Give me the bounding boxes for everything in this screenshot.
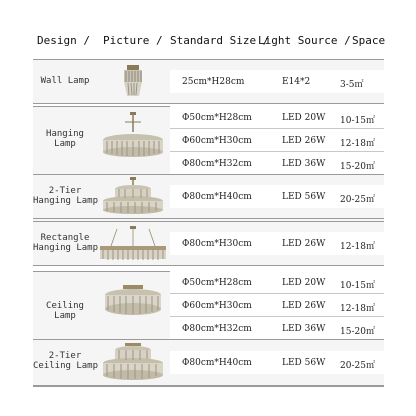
space: 20-25㎡ bbox=[340, 361, 375, 371]
ceiling-lamp-icon bbox=[97, 281, 169, 323]
group-two-tier-ceiling-lamp bbox=[33, 339, 384, 386]
standard-size: Φ80cm*H32cm bbox=[182, 324, 252, 334]
table-row bbox=[170, 294, 384, 317]
space: 12-18㎡ bbox=[340, 304, 375, 314]
design-label: 2-Tier Hanging Lamp bbox=[33, 186, 99, 206]
light-source: LED 56W bbox=[282, 358, 326, 368]
group-rectangle-hanging-lamp bbox=[33, 221, 384, 266]
design-label: Rectangle Hanging Lamp bbox=[33, 233, 99, 253]
space: 15-20㎡ bbox=[340, 162, 375, 172]
table-row bbox=[170, 317, 384, 340]
table-row bbox=[170, 185, 384, 208]
standard-size: Φ80cm*H40cm bbox=[182, 192, 252, 202]
standard-size: Φ80cm*H30cm bbox=[182, 239, 252, 249]
light-source: E14*2 bbox=[282, 77, 311, 87]
table-row bbox=[170, 271, 384, 294]
space: 20-25㎡ bbox=[340, 195, 375, 205]
light-source: LED 36W bbox=[282, 159, 326, 169]
space: 10-15㎡ bbox=[340, 116, 375, 126]
light-source: LED 26W bbox=[282, 239, 326, 249]
light-source: LED 20W bbox=[282, 113, 326, 123]
design-label: Hanging Lamp bbox=[46, 129, 84, 149]
hanging-lamp-icon bbox=[97, 110, 169, 160]
group-two-tier-hanging-lamp bbox=[33, 174, 384, 219]
standard-size: Φ80cm*H40cm bbox=[182, 358, 252, 368]
standard-size: Φ60cm*H30cm bbox=[182, 301, 252, 311]
table-row bbox=[170, 152, 384, 175]
space: 10-15㎡ bbox=[340, 281, 375, 291]
light-source: LED 36W bbox=[282, 324, 326, 334]
space: 3-5㎡ bbox=[340, 80, 364, 90]
light-source: LED 20W bbox=[282, 278, 326, 288]
space: 12-18㎡ bbox=[340, 242, 375, 252]
rectangle-hanging-lamp-icon bbox=[97, 224, 169, 264]
header-standard-size: Standard Size / bbox=[170, 34, 270, 47]
design-label: Ceiling Lamp bbox=[46, 301, 84, 321]
wall-lamp-icon bbox=[97, 63, 169, 99]
header-picture: Picture / bbox=[103, 34, 163, 47]
standard-size: Φ60cm*H30cm bbox=[182, 136, 252, 146]
light-source: LED 56W bbox=[282, 192, 326, 202]
space: 15-20㎡ bbox=[340, 327, 375, 337]
two-tier-ceiling-lamp-icon bbox=[97, 341, 169, 383]
standard-size: Φ50cm*H28cm bbox=[182, 113, 252, 123]
design-label: Wall Lamp bbox=[40, 76, 90, 86]
light-source: LED 26W bbox=[282, 301, 326, 311]
table-row bbox=[170, 106, 384, 129]
standard-size: 25cm*H28cm bbox=[182, 77, 245, 87]
two-tier-hanging-lamp-icon bbox=[97, 176, 169, 216]
table-row bbox=[170, 351, 384, 374]
group-wall-lamp bbox=[33, 59, 384, 104]
design-label: 2-Tier Ceiling Lamp bbox=[33, 351, 99, 371]
space: 12-18㎡ bbox=[340, 139, 375, 149]
header-light-source: Light Source / bbox=[258, 34, 351, 47]
table-row bbox=[170, 232, 384, 255]
table-row bbox=[170, 70, 384, 93]
header-space: Space bbox=[352, 34, 386, 47]
standard-size: Φ80cm*H32cm bbox=[182, 159, 252, 169]
header-design: Design / bbox=[37, 34, 90, 47]
standard-size: Φ50cm*H28cm bbox=[182, 278, 252, 288]
light-source: LED 26W bbox=[282, 136, 326, 146]
table-row bbox=[170, 129, 384, 152]
